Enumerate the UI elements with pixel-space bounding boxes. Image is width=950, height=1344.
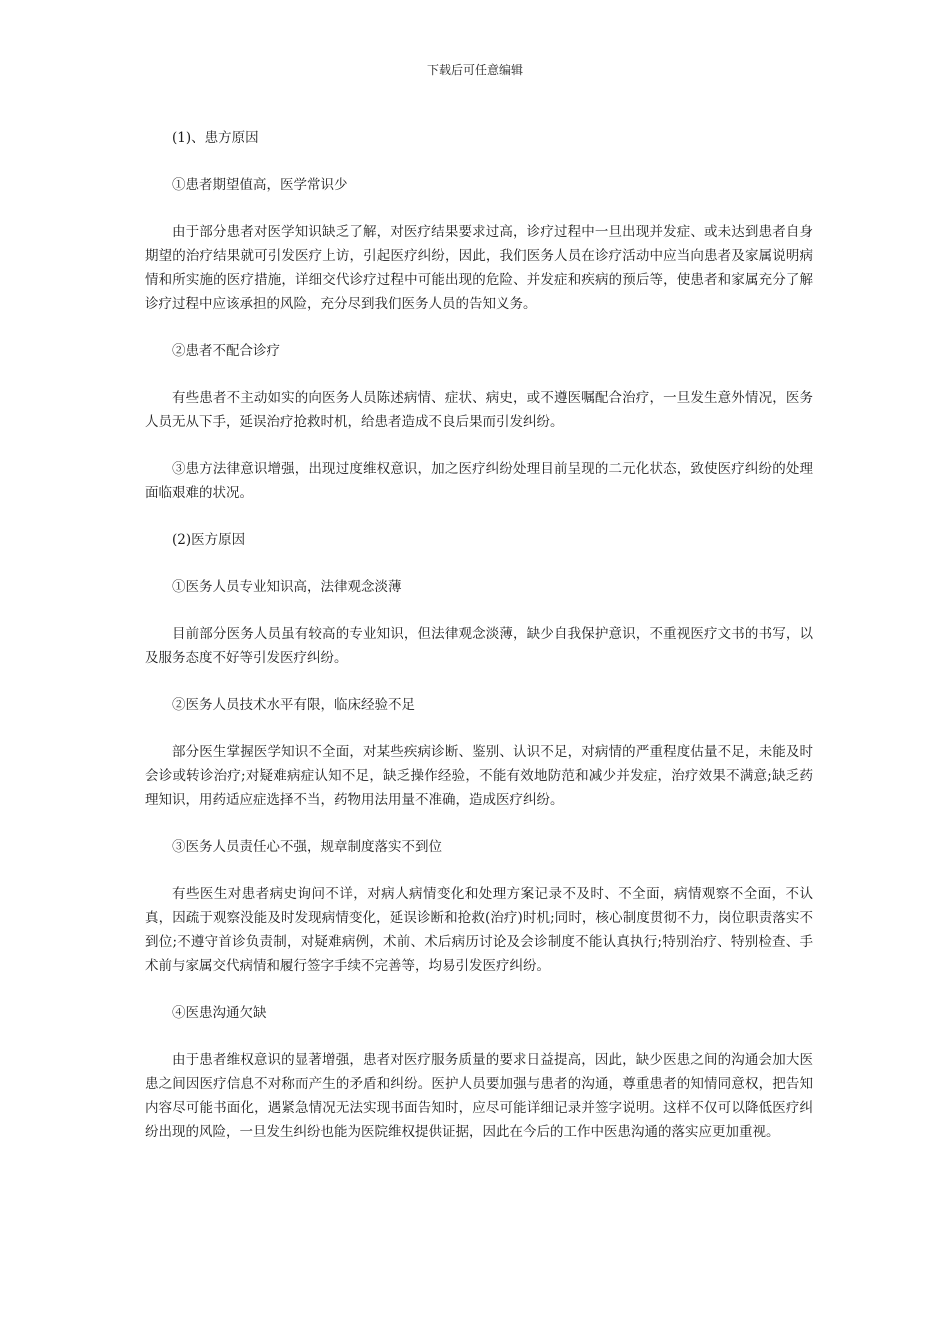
- subheading-technical-level: ②医务人员技术水平有限，临床经验不足: [172, 697, 415, 713]
- subheading-communication: ④医患沟通欠缺: [172, 1005, 267, 1021]
- page-header: 下载后可任意编辑: [426, 63, 523, 77]
- paragraph-patient-expectations: 由于部分患者对医学知识缺乏了解，对医疗结果要求过高，诊疗过程中一旦出现并发症、或未达到患者自身期望的治疗结果就可引发医疗上访，引起医疗纠纷，因此，我们医务人员在诊疗活动中应当向患者及家属说明病情和所实施的医疗措施，详细交代诊疗过程中可能出现的危险、并发症和疾病的预后等，使患者和家属充分了解诊疗过程中应该承担的风险，充分尽到我们医务人员的告知义务。: [145, 224, 813, 312]
- section-heading-patient-causes: (1)、患方原因: [172, 130, 259, 146]
- paragraph-patient-noncooperation: 有些患者不主动如实的向医务人员陈述病情、症状、病史，或不遵医嘱配合治疗，一旦发生意外情况，医务人员无从下手，延误治疗抢救时机，给患者造成不良后果而引发纠纷。: [145, 390, 813, 430]
- paragraph-legal-concept: 目前部分医务人员虽有较高的专业知识，但法律观念淡薄，缺少自我保护意识，不重视医疗文书的书写，以及服务态度不好等引发医疗纠纷。: [145, 626, 813, 666]
- subheading-patient-expectations: ①患者期望值高，医学常识少: [172, 177, 348, 193]
- subheading-responsibility: ③医务人员责任心不强，规章制度落实不到位: [172, 839, 442, 855]
- subheading-legal-concept: ①医务人员专业知识高，法律观念淡薄: [172, 579, 402, 595]
- document-body: [145, 126, 813, 1167]
- section-heading-medical-causes: (2)医方原因: [172, 532, 246, 548]
- paragraph-technical-level: 部分医生掌握医学知识不全面，对某些疾病诊断、鉴别、认识不足，对病情的严重程度估量不足，未能及时会诊或转诊治疗;对疑难病症认知不足，缺乏操作经验，不能有效地防范和减少并发症，治疗效果不满意;缺乏药理知识，用药适应症选择不当，药物用法用量不准确，造成医疗纠纷。: [145, 744, 813, 808]
- paragraph-responsibility: 有些医生对患者病史询问不详，对病人病情变化和处理方案记录不及时、不全面，病情观察不全面，不认真，因疏于观察没能及时发现病情变化，延误诊断和抢救(治疗)时机;同时，核心制度贯彻不力，岗位职责落实不到位;不遵守首诊负责制，对疑难病例，术前、术后病历讨论及会诊制度不能认真执行;特别治疗、特别检查、手术前与家属交代病情和履行签字手续不完善等，均易引发医疗纠纷。: [145, 886, 813, 974]
- paragraph-patient-legal-awareness: ③患方法律意识增强，出现过度维权意识，加之医疗纠纷处理目前呈现的二元化状态，致使医疗纠纷的处理面临艰难的状况。: [145, 461, 813, 501]
- paragraph-communication: 由于患者维权意识的显著增强，患者对医疗服务质量的要求日益提高，因此，缺少医患之间的沟通会加大医患之间因医疗信息不对称而产生的矛盾和纠纷。医护人员要加强与患者的沟通，尊重患者的知情同意权，把告知内容尽可能书面化，遇紧急情况无法实现书面告知时，应尽可能详细记录并签字说明。这样不仅可以降低医疗纠纷出现的风险，一旦发生纠纷也能为医院维权提供证据，因此在今后的工作中医患沟通的落实应更加重视。: [145, 1052, 813, 1140]
- subheading-patient-noncooperation: ②患者不配合诊疗: [172, 343, 280, 359]
